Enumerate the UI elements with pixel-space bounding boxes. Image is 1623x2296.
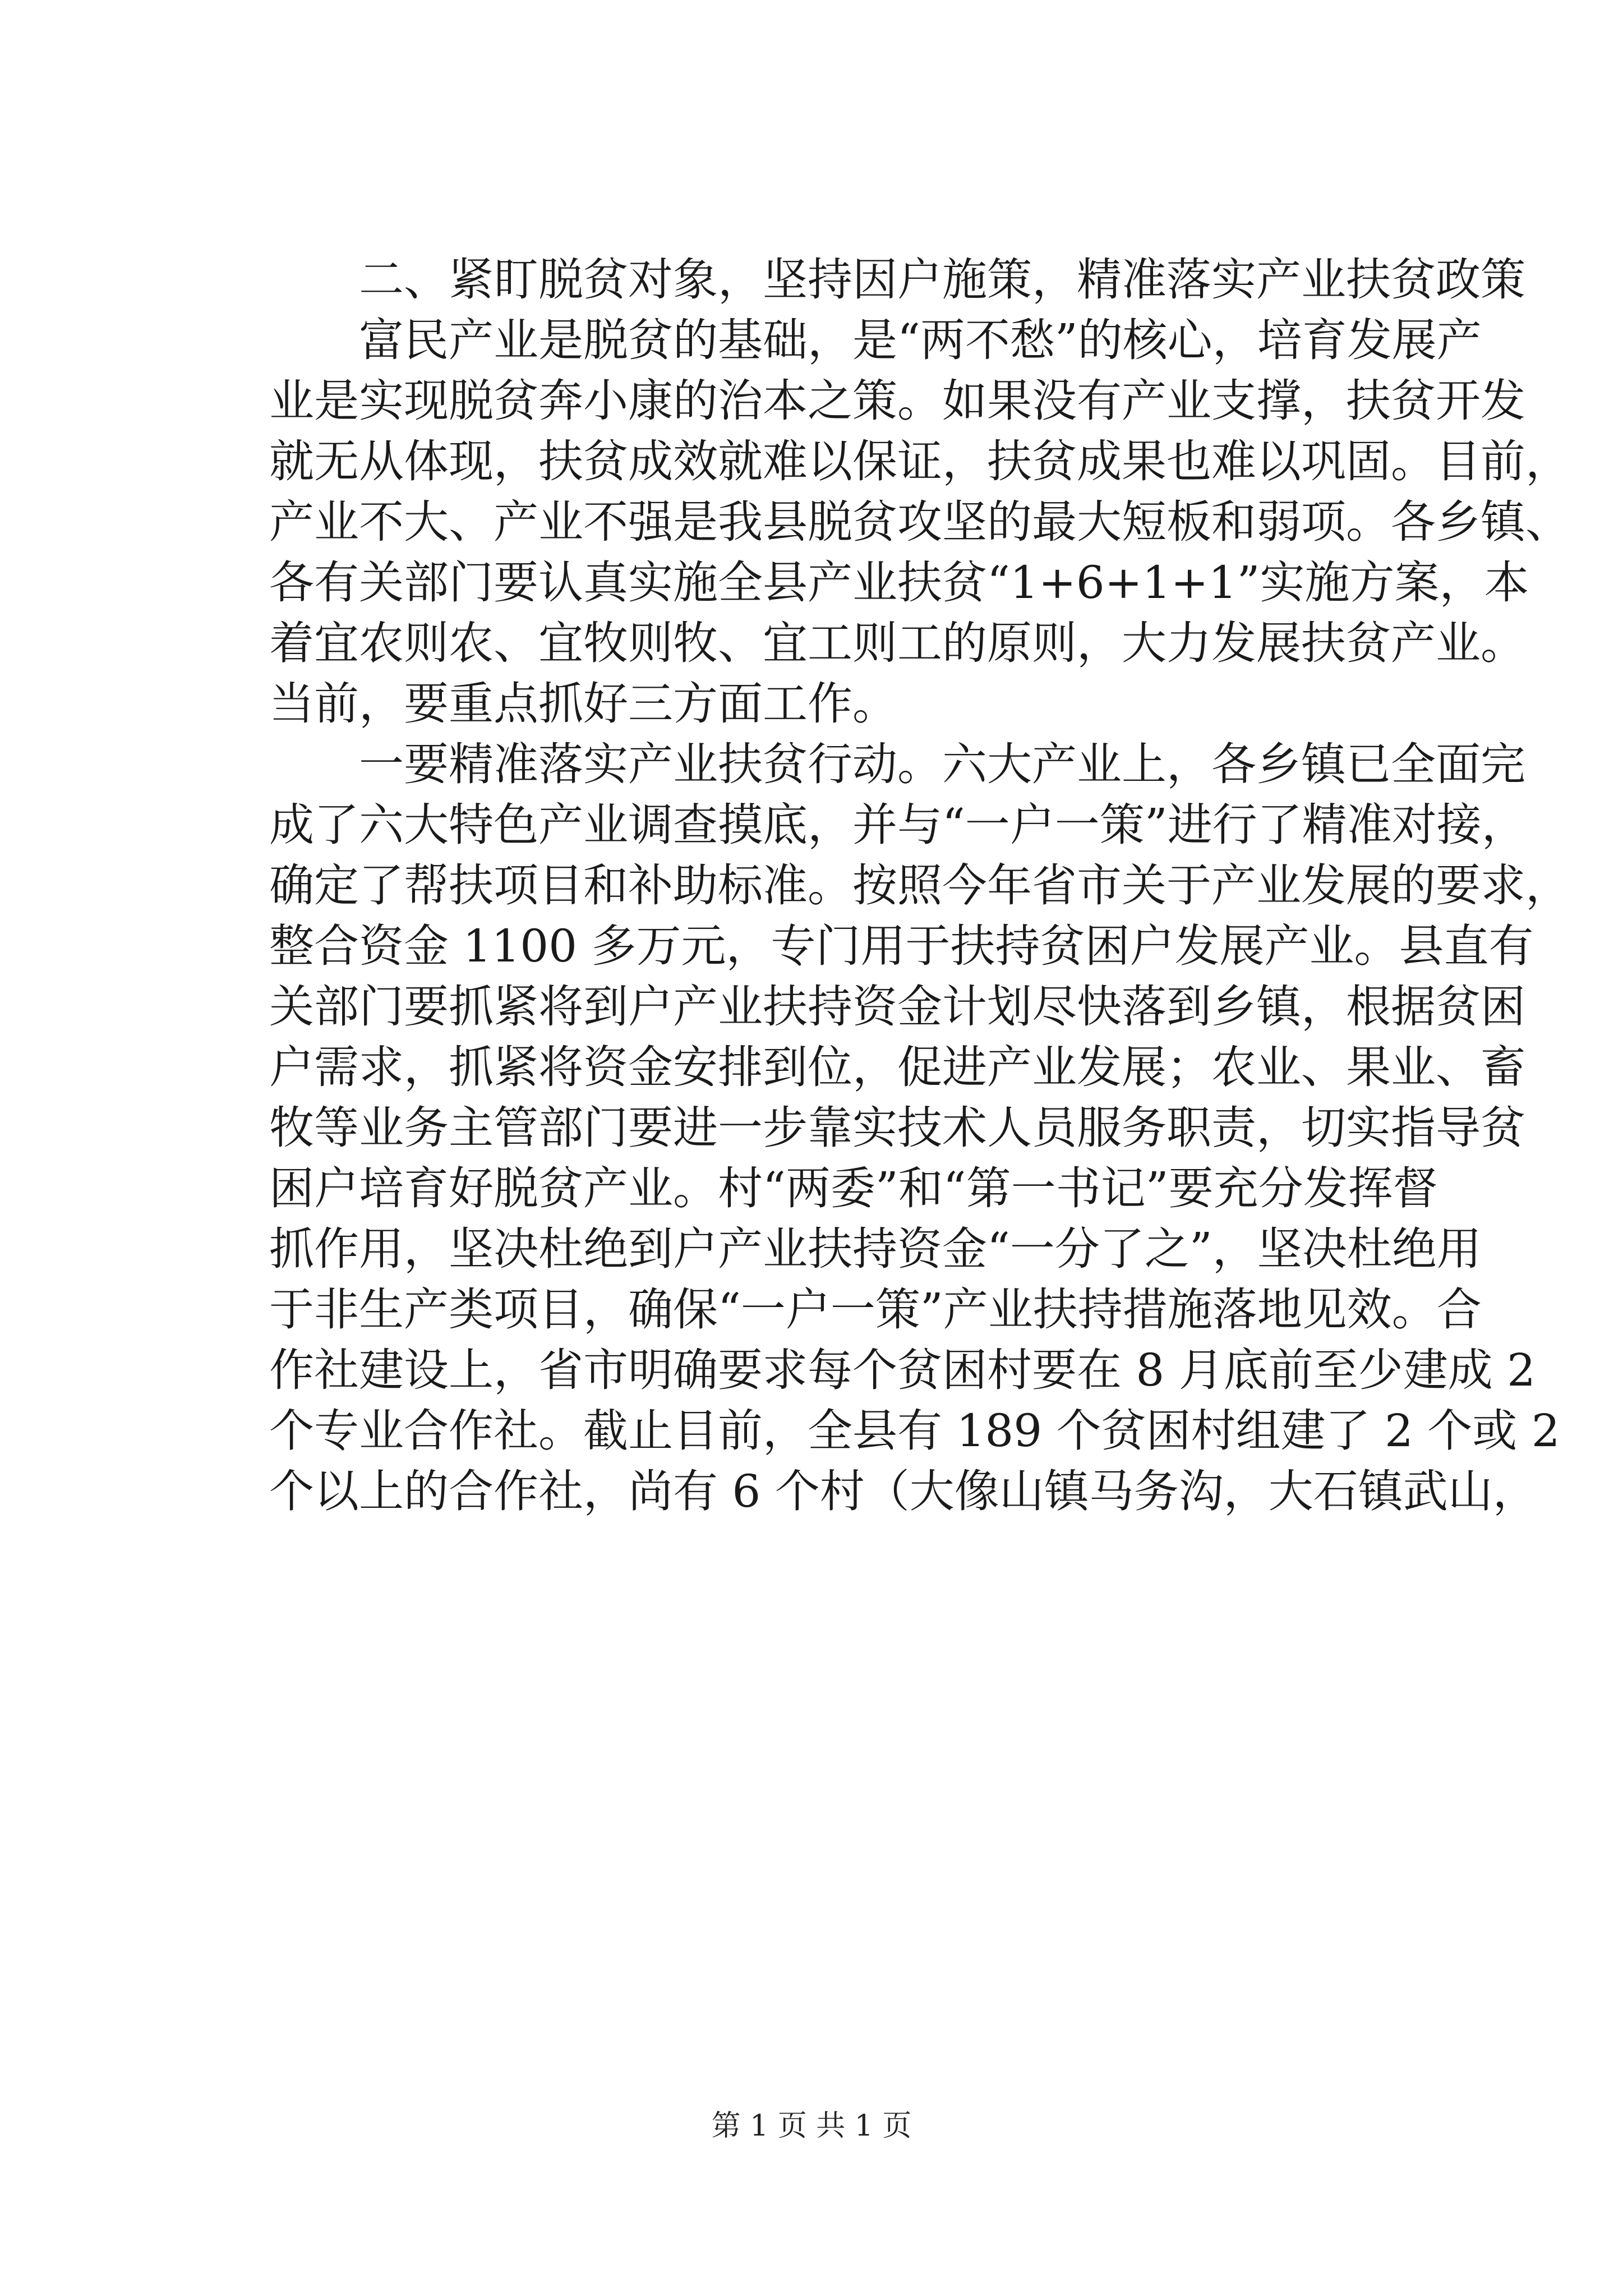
text-line: 一要精准落实产业扶贫行动。六大产业上，各乡镇已全面完 — [359, 738, 1525, 790]
text-line: 整合资金 1100 多万元，专门用于扶持贫困户发展产业。县直有 — [269, 920, 1534, 972]
text-line: 成了六大特色产业调查摸底，并与“一户一策”进行了精准对接， — [269, 799, 1527, 851]
text-line: 当前，要重点抓好三方面工作。 — [269, 678, 897, 730]
page-footer: 第 1 页 共 1 页 — [711, 2109, 912, 2143]
text-line: 户需求，抓紧将资金安排到位，促进产业发展；农业、果业、畜 — [269, 1041, 1525, 1093]
text-line: 富民产业是脱贫的基础，是“两不愁”的核心，培育发展产 — [359, 314, 1482, 366]
text-line: 于非生产类项目，确保“一户一策”产业扶持措施落地见效。合 — [269, 1283, 1482, 1336]
text-line: 作社建设上，省市明确要求每个贫困村要在 8 月底前至少建成 2 — [269, 1344, 1536, 1396]
text-line: 产业不大、产业不强是我县脱贫攻坚的最大短板和弱项。各乡镇、 — [269, 496, 1570, 548]
text-line: 就无从体现，扶贫成效就难以保证，扶贫成果也难以巩固。目前， — [269, 435, 1570, 487]
text-line: 个专业合作社。截止目前，全县有 189 个贫困村组建了 2 个或 2 — [269, 1405, 1560, 1457]
text-line: 牧等业务主管部门要进一步靠实技术人员服务职责，切实指导贫 — [269, 1102, 1525, 1154]
text-line: 各有关部门要认真实施全县产业扶贫“1+6+1+1”实施方案，本 — [269, 556, 1529, 609]
text-line: 二、紧盯脱贫对象，坚持因户施策，精准落实产业扶贫政策 — [359, 254, 1525, 306]
document-body — [269, 250, 1570, 1522]
text-line: 关部门要抓紧将到户产业扶持资金计划尽快落到乡镇，根据贫困 — [269, 981, 1525, 1033]
text-line: 业是实现脱贫奔小康的治本之策。如果没有产业支撑，扶贫开发 — [269, 375, 1525, 427]
text-line: 个以上的合作社，尚有 6 个村（大像山镇马务沟，大石镇武山， — [269, 1465, 1538, 1517]
text-line: 着宜农则农、宜牧则牧、宜工则工的原则，大力发展扶贫产业。 — [269, 617, 1525, 669]
text-line: 困户培育好脱贫产业。村“两委”和“第一书记”要充分发挥督 — [269, 1162, 1438, 1214]
text-line: 抓作用，坚决杜绝到户产业扶持资金“一分了之”，坚决杜绝用 — [269, 1223, 1482, 1275]
text-line: 确定了帮扶项目和补助标准。按照今年省市关于产业发展的要求， — [269, 859, 1570, 912]
